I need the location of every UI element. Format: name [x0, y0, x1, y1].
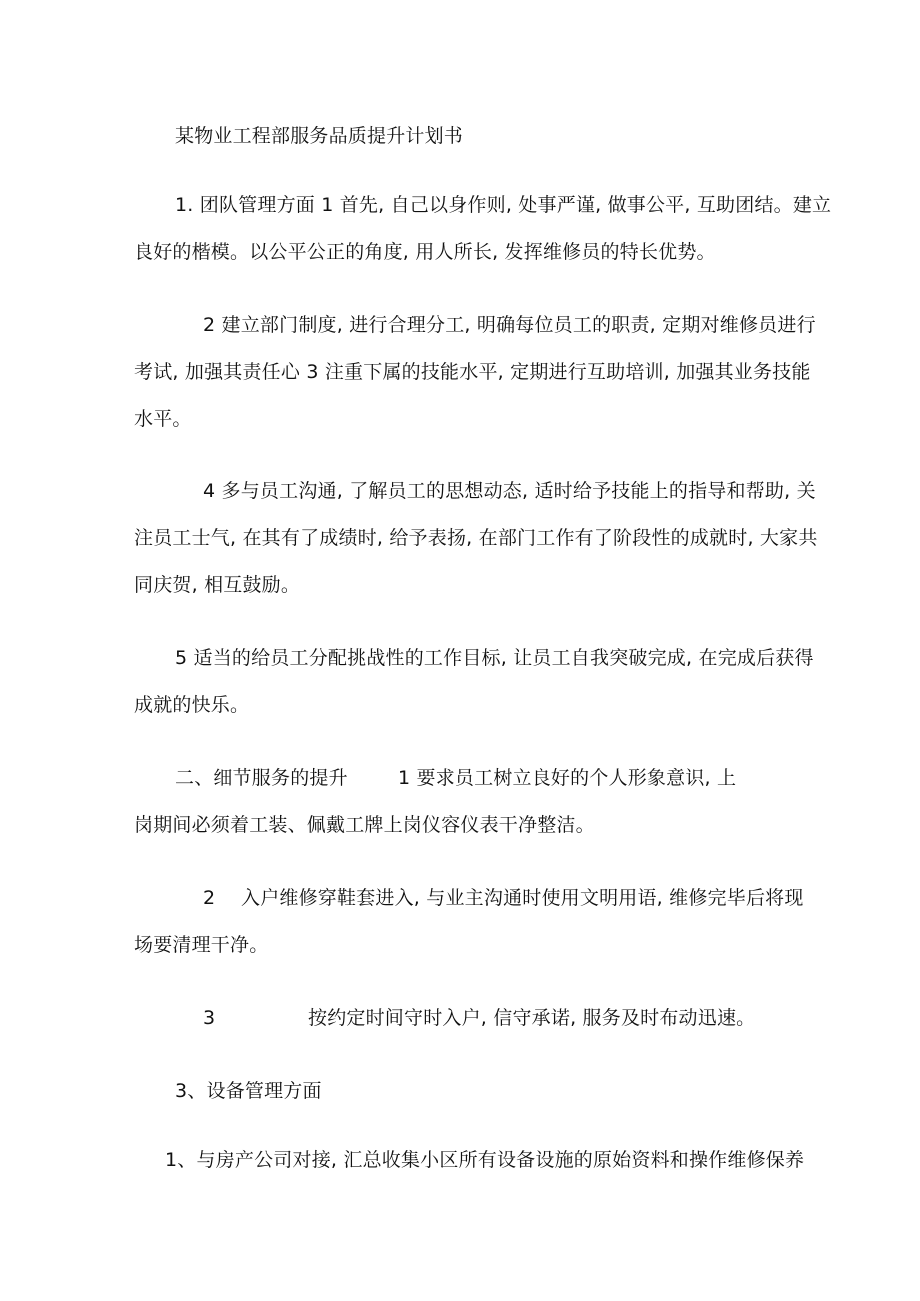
paragraph-line: 良好的楷模。以公平公正的角度, 用人所长, 发挥维修员的特长优势。 — [134, 241, 716, 263]
paragraph-line: 1、与房产公司对接, 汇总收集小区所有设备设施的原始资料和操作维修保养 — [165, 1149, 805, 1171]
paragraph-line: 4 多与员工沟通, 了解员工的思想动态, 适时给予技能上的指导和帮助, 关 — [203, 480, 816, 502]
paragraph-line: 1. 团队管理方面 1 首先, 自己以身作则, 处事严谨, 做事公平, 互助团结。建立 — [175, 194, 832, 216]
section-heading: 二、细节服务的提升 — [175, 767, 348, 789]
item-number: 3 — [203, 1007, 216, 1029]
paragraph-line: 考试, 加强其责任心 3 注重下属的技能水平, 定期进行互助培训, 加强其业务技能 — [134, 361, 811, 383]
paragraph-line: 水平。 — [134, 408, 192, 430]
paragraph-line: 注员工士气, 在其有了成绩时, 给予表扬, 在部门工作有了阶段性的成就时, 大家共 — [134, 527, 818, 549]
paragraph-line: 2 建立部门制度, 进行合理分工, 明确每位员工的职责, 定期对维修员进行 — [203, 314, 816, 336]
paragraph-line: 5 适当的给员工分配挑战性的工作目标, 让员工自我突破完成, 在完成后获得 — [175, 647, 814, 669]
paragraph-line: 按约定时间守时入户, 信守承诺, 服务及时布动迅速。 — [308, 1007, 756, 1029]
document-title: 某物业工程部服务品质提升计划书 — [175, 125, 464, 147]
item-number: 2 — [203, 887, 216, 909]
paragraph-line: 入户维修穿鞋套进入, 与业主沟通时使用文明用语, 维修完毕后将现 — [241, 887, 804, 909]
paragraph-line: 同庆贺, 相互鼓励。 — [134, 574, 301, 596]
paragraph-line: 1 要求员工树立良好的个人形象意识, 上 — [398, 767, 737, 789]
paragraph-line: 场要清理干净。 — [134, 934, 269, 956]
paragraph-line: 岗期间必须着工装、佩戴工牌上岗仪容仪表干净整洁。 — [134, 814, 595, 836]
paragraph-line: 成就的快乐。 — [134, 694, 250, 716]
section-heading: 3、设备管理方面 — [175, 1080, 322, 1102]
